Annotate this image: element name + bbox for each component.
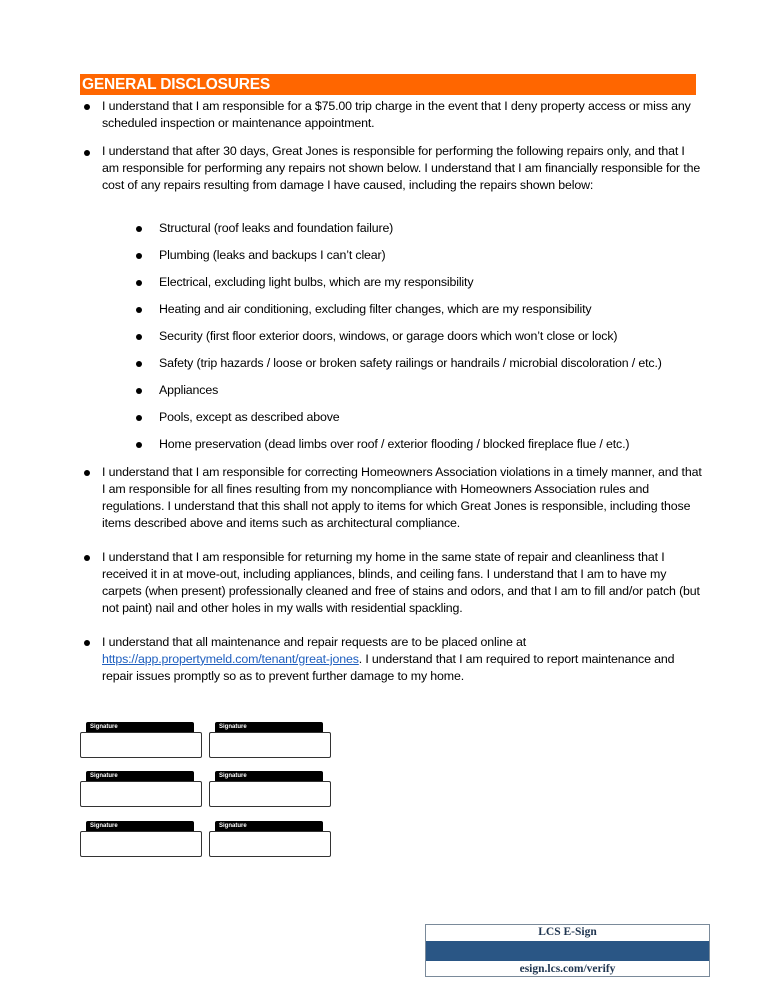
repair-item-hvac: Heating and air conditioning, excluding filter changes, which are my responsibility xyxy=(159,302,592,316)
disclosure-hoa: I understand that I am responsible for correcting Homeowners Association violations in a timely manner, and that I am responsible for all fines resulting from my noncompliance with Homeowners Association rules and regulations. I understand that this shall not apply to items for which Great Jones is responsible, including those items described above and items such as architectural compliance. xyxy=(102,465,702,530)
bullet-icon xyxy=(84,470,90,476)
repair-item-electrical: Electrical, excluding light bulbs, which are my responsibility xyxy=(159,275,474,289)
signature-input[interactable] xyxy=(80,781,202,807)
bullet-icon xyxy=(84,104,90,110)
disclosure-repairs: I understand that after 30 days, Great Jones is responsible for performing the following repairs only, and that I am responsible for performing any repairs not shown below. I understand that I am financially responsible for the cost of any repairs resulting from damage I have caused, including the repairs shown below: xyxy=(102,144,701,192)
signature-field-5[interactable] xyxy=(80,821,202,857)
signature-input[interactable] xyxy=(80,732,202,758)
maintenance-text-after: . I understand that I am required to report maintenance and repair issues promptly so as to prevent further damage to my home. xyxy=(102,651,675,683)
signature-field-3[interactable] xyxy=(80,771,202,807)
signature-label: Signature xyxy=(215,722,323,733)
bullet-icon xyxy=(136,415,142,421)
bullet-icon xyxy=(136,388,142,394)
bullet-icon xyxy=(136,442,142,448)
repair-item-safety: Safety (trip hazards / loose or broken safety railings or handrails / microbial discoloration / etc.) xyxy=(159,356,662,370)
bullet-icon xyxy=(136,226,142,232)
esign-verify-url[interactable]: esign.lcs.com/verify xyxy=(519,963,616,975)
bullet-icon xyxy=(136,334,142,340)
signature-label: Signature xyxy=(215,821,323,832)
signature-input[interactable] xyxy=(209,732,331,758)
repair-item-appliances: Appliances xyxy=(159,383,219,397)
bullet-icon xyxy=(136,280,142,286)
propertymeld-link[interactable]: https://app.propertymeld.com/tenant/great-jones xyxy=(102,651,359,666)
repair-item-home-preservation: Home preservation (dead limbs over roof / exterior flooding / blocked fireplace flue / etc.) xyxy=(159,437,630,451)
esign-band xyxy=(426,941,709,961)
signature-input[interactable] xyxy=(80,831,202,857)
signature-label: Signature xyxy=(215,771,323,782)
esign-verification-box xyxy=(425,924,710,977)
signature-field-6[interactable] xyxy=(209,821,331,857)
disclosure-maintenance-requests xyxy=(102,634,702,685)
repair-item-plumbing: Plumbing (leaks and backups I can’t clear) xyxy=(159,248,386,262)
signature-field-1[interactable] xyxy=(80,722,202,758)
disclosure-trip-charge: I understand that I am responsible for a $75.00 trip charge in the event that I deny property access or miss any scheduled inspection or maintenance appointment. xyxy=(102,99,691,130)
esign-title: LCS E-Sign xyxy=(538,926,597,938)
bullet-icon xyxy=(136,253,142,259)
repair-item-structural: Structural (roof leaks and foundation failure) xyxy=(159,221,394,235)
signature-field-4[interactable] xyxy=(209,771,331,807)
disclosure-move-out: I understand that I am responsible for returning my home in the same state of repair and cleanliness that I received it in at move-out, including appliances, blinds, and ceiling fans. I understand that I am to have my carpets (when present) professionally cleaned and free of stains and odors, and that I am to fill and/or patch (but not paint) nail and other holes in my walls with residential spackling. xyxy=(102,550,700,615)
maintenance-text-before: I understand that all maintenance and repair requests are to be placed online at xyxy=(102,635,527,649)
repair-item-security: Security (first floor exterior doors, windows, or garage doors which won’t close or lock) xyxy=(159,329,618,343)
bullet-icon xyxy=(84,555,90,561)
bullet-icon xyxy=(136,361,142,367)
repair-item-pools: Pools, except as described above xyxy=(159,410,340,424)
signature-label: Signature xyxy=(86,722,194,733)
bullet-icon xyxy=(136,307,142,313)
signature-field-2[interactable] xyxy=(209,722,331,758)
bullet-icon xyxy=(84,640,90,646)
signature-input[interactable] xyxy=(209,781,331,807)
section-header-general-disclosures: GENERAL DISCLOSURES xyxy=(80,74,696,95)
signature-input[interactable] xyxy=(209,831,331,857)
bullet-icon xyxy=(84,150,90,156)
signature-label: Signature xyxy=(86,821,194,832)
signature-label: Signature xyxy=(86,771,194,782)
